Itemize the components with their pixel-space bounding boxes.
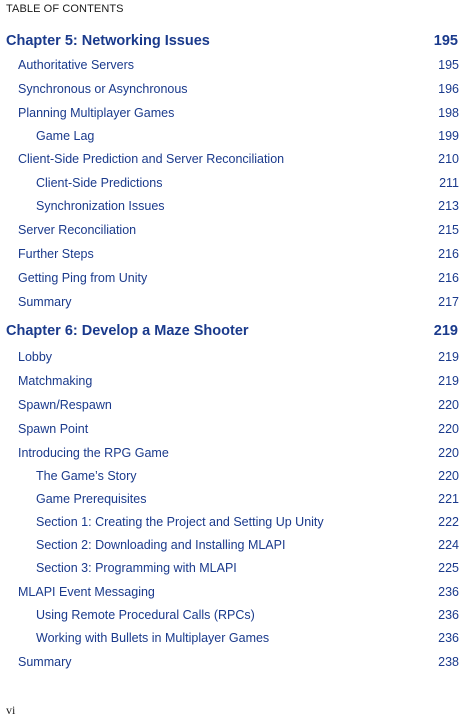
toc-entry-page: 195 — [433, 33, 458, 49]
toc-entry-page: 236 — [438, 585, 459, 599]
toc-entry-page: 238 — [438, 655, 459, 669]
toc-entry-page: 220 — [438, 469, 459, 483]
toc-entry-game-lag[interactable] — [36, 129, 459, 147]
toc-entry-getting-ping-from-unity[interactable] — [18, 271, 459, 289]
toc-entry-title: Introducing the RPG Game — [18, 446, 169, 460]
toc-entry-title: Synchronous or Asynchronous — [18, 82, 188, 96]
toc-entry-page: 220 — [438, 422, 459, 436]
toc-entry-introducing-rpg-game[interactable] — [18, 446, 459, 464]
toc-entry-page: 210 — [438, 152, 459, 166]
toc-entry-page: 216 — [438, 247, 459, 261]
toc-entry-section-2[interactable] — [36, 538, 459, 556]
toc-entry-client-side-predictions[interactable] — [36, 176, 459, 194]
toc-entry-title: Server Reconciliation — [18, 223, 137, 237]
toc-entry-title: Getting Ping from Unity — [18, 271, 148, 285]
toc-entry-title: Lobby — [18, 350, 53, 364]
toc-entry-spawn-point[interactable] — [18, 422, 459, 440]
toc-entry-title: Section 2: Downloading and Installing MLAPI — [36, 538, 286, 552]
toc-entry-page: 217 — [438, 295, 459, 309]
toc-entry-title: Further Steps — [18, 247, 94, 261]
toc-entry-page: 198 — [438, 106, 459, 120]
toc-entry-page: 199 — [438, 129, 459, 143]
toc-entry-server-reconciliation[interactable] — [18, 223, 459, 241]
toc-entry-title: The Game’s Story — [36, 469, 137, 483]
toc-entry-page: 219 — [438, 374, 459, 388]
running-head: TABLE OF CONTENTS — [6, 3, 124, 15]
toc-entry-title: Section 3: Programming with MLAPI — [36, 561, 237, 575]
toc-entry-page: 215 — [438, 223, 459, 237]
toc-entry-game-prerequisites[interactable] — [36, 492, 459, 510]
toc-entry-title: MLAPI Event Messaging — [18, 585, 155, 599]
toc-entry-page: 224 — [438, 538, 459, 552]
toc-entry-synchronous-or-asynchronous[interactable] — [18, 82, 459, 100]
toc-entry-title: Spawn/Respawn — [18, 398, 112, 412]
toc-entry-page: 219 — [433, 323, 458, 339]
toc-entry-page: 236 — [438, 631, 459, 645]
toc-entry-page: 220 — [438, 398, 459, 412]
toc-entry-title: Game Lag — [36, 129, 95, 143]
toc-entry-spawn-respawn[interactable] — [18, 398, 459, 416]
toc-entry-authoritative-servers[interactable] — [18, 58, 459, 76]
toc-entry-section-1[interactable] — [36, 515, 459, 533]
toc-entry-working-with-bullets[interactable] — [36, 631, 459, 649]
toc-entry-title: Synchronization Issues — [36, 199, 165, 213]
toc-entry-client-side-prediction[interactable] — [18, 152, 459, 170]
toc-entry-matchmaking[interactable] — [18, 374, 459, 392]
toc-entry-page: 196 — [438, 82, 459, 96]
toc-entry-synchronization-issues[interactable] — [36, 199, 459, 217]
toc-entry-page: 222 — [438, 515, 459, 529]
toc-entry-page: 195 — [438, 58, 459, 72]
toc-entry-summary-ch5[interactable] — [18, 295, 459, 313]
toc-entry-lobby[interactable] — [18, 350, 459, 368]
toc-entry-title: Matchmaking — [18, 374, 93, 388]
toc-entry-page: 211 — [439, 176, 459, 190]
toc-entry-title: Authoritative Servers — [18, 58, 135, 72]
toc-entry-further-steps[interactable] — [18, 247, 459, 265]
toc-entry-chapter-5[interactable] — [6, 33, 458, 53]
toc-entry-summary-ch6[interactable] — [18, 655, 459, 673]
toc-entry-title: Summary — [18, 295, 72, 309]
toc-entry-page: 216 — [438, 271, 459, 285]
toc-entry-title: Using Remote Procedural Calls (RPCs) — [36, 608, 255, 622]
toc-entry-title: Game Prerequisites — [36, 492, 147, 506]
toc-entry-title: Chapter 6: Develop a Maze Shooter — [6, 323, 249, 339]
toc-entry-title: Section 1: Creating the Project and Setting Up Unity — [36, 515, 324, 529]
page-folio: vi — [6, 703, 16, 717]
toc-entry-page: 225 — [438, 561, 459, 575]
toc-entry-title: Client-Side Predictions — [36, 176, 163, 190]
toc-entry-title: Planning Multiplayer Games — [18, 106, 175, 120]
toc-entry-page: 220 — [438, 446, 459, 460]
toc-entry-title: Spawn Point — [18, 422, 89, 436]
toc-entry-remote-procedural-calls[interactable] — [36, 608, 459, 626]
toc-entry-title: Working with Bullets in Multiplayer Games — [36, 631, 270, 645]
toc-entry-page: 236 — [438, 608, 459, 622]
toc-entry-title: Summary — [18, 655, 72, 669]
toc-entry-planning-multiplayer-games[interactable] — [18, 106, 459, 124]
toc-entry-games-story[interactable] — [36, 469, 459, 487]
toc-entry-title: Client-Side Prediction and Server Reconciliation — [18, 152, 285, 166]
toc-entry-page: 221 — [438, 492, 459, 506]
toc-entry-page: 213 — [438, 199, 459, 213]
toc-entry-section-3[interactable] — [36, 561, 459, 579]
toc-entry-mlapi-event-messaging[interactable] — [18, 585, 459, 603]
toc-entry-page: 219 — [438, 350, 459, 364]
toc-entry-title: Chapter 5: Networking Issues — [6, 33, 210, 49]
toc-entry-chapter-6[interactable] — [6, 323, 458, 343]
